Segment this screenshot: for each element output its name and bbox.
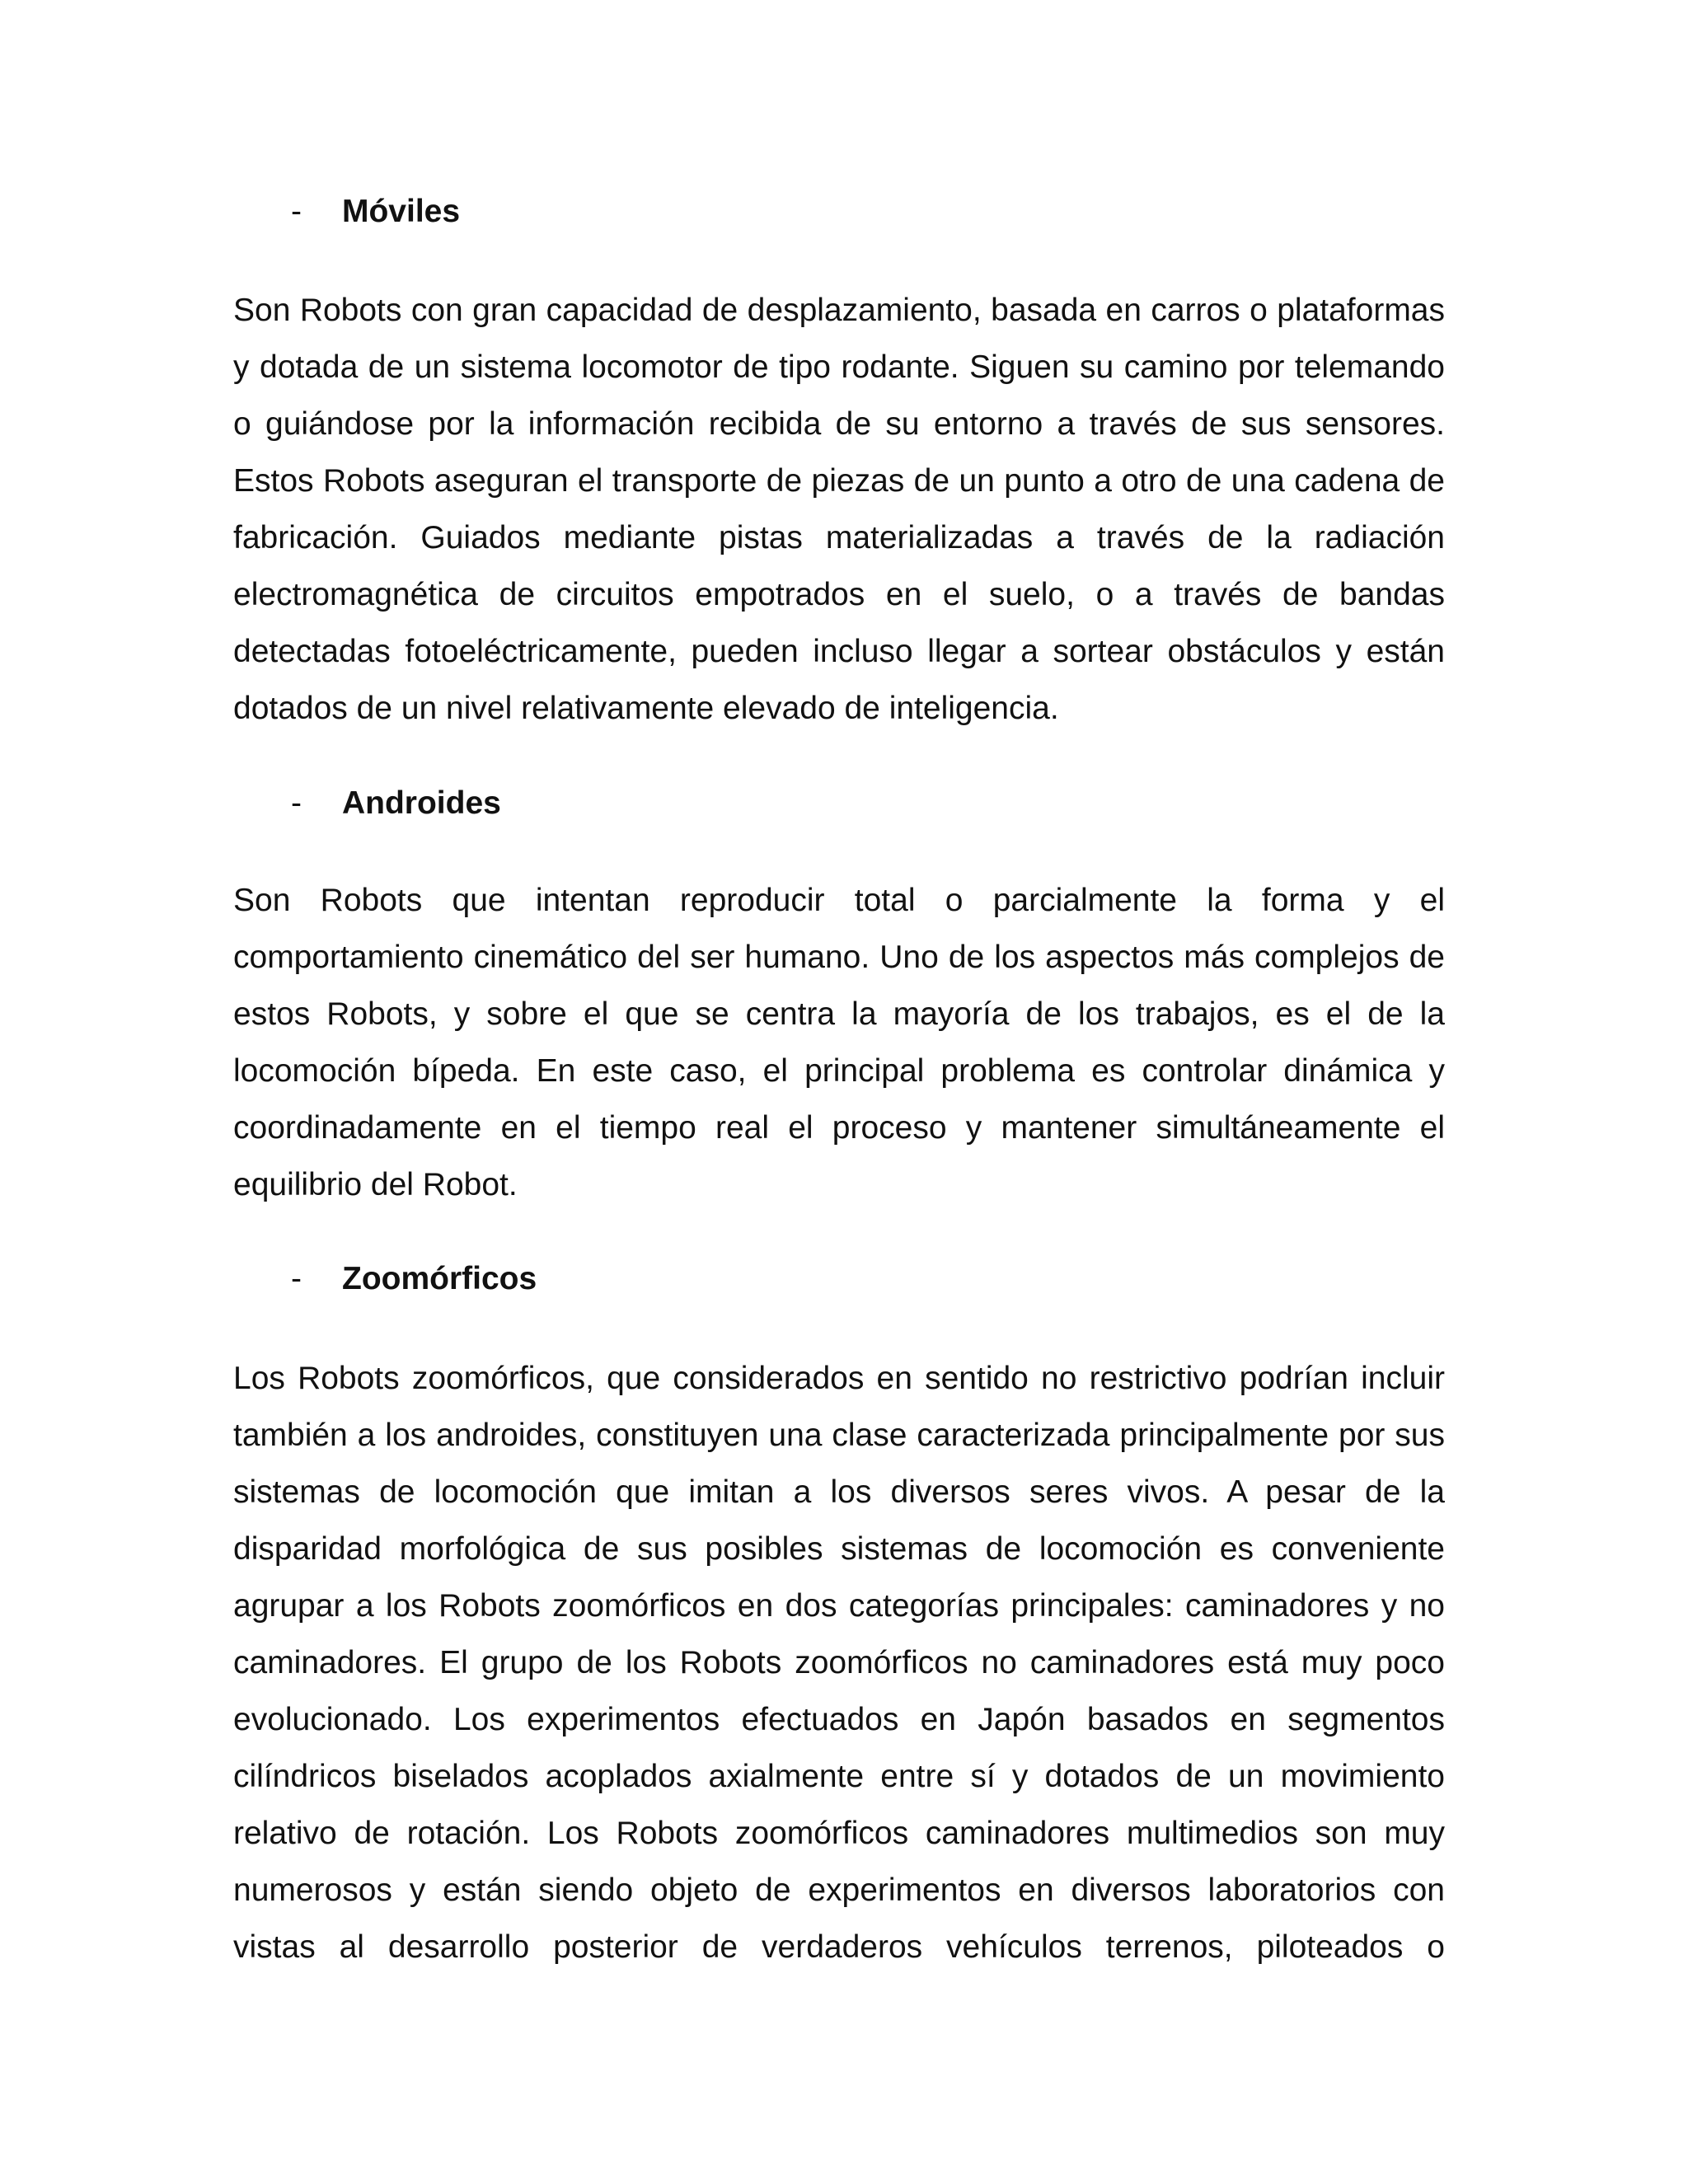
- section-heading-moviles: [291, 191, 460, 232]
- list-bullet: -: [291, 194, 302, 229]
- section-title: Androides: [342, 785, 501, 821]
- section-paragraph-zoomorficos: Los Robots zoomórficos, que considerados en sentido no restrictivo podrían incluir también a los androides, constituyen una clase caracterizada principalmente por sus sistemas de locomoción que imitan a los diversos seres vivos. A pesar de la disparidad morfológica de sus posibles sistemas de locomoción es conveniente agrupar a los Robots zoomórficos en dos categorías principales: caminadores y no caminadores. El grupo de los Robots zoomórficos no caminadores está muy poco evolucionado. Los experimentos efectuados en Japón basados en segmentos cilíndricos biselados acoplados axialmente entre sí y dotados de un movimiento relativo de rotación. Los Robots zoomórficos caminadores multimedios son muy numerosos y están siendo objeto de experimentos en diversos laboratorios con vistas al desarrollo posterior de verdaderos vehículos terrenos, piloteados o: [233, 1361, 1445, 1965]
- section-paragraph-moviles: Son Robots con gran capacidad de desplazamiento, basada en carros o plataformas y dotada de un sistema locomotor de tipo rodante. Siguen su camino por telemando o guiándose por la información recibida de su entorno a través de sus sensores. Estos Robots aseguran el transporte de piezas de un punto a otro de una cadena de fabricación. Guiados mediante pistas materializadas a través de la radiación electromagnética de circuitos empotrados en el suelo, o a través de bandas detectadas fotoeléctricamente, pueden incluso llegar a sortear obstáculos y están dotados de un nivel relativamente elevado de inteligencia.: [233, 293, 1445, 726]
- list-bullet: -: [291, 785, 302, 821]
- section-heading-androides: [291, 783, 501, 824]
- section-title: Zoomórficos: [342, 1261, 537, 1296]
- section-heading-zoomorficos: [291, 1258, 537, 1300]
- list-bullet: -: [291, 1261, 302, 1296]
- section-title: Móviles: [342, 194, 461, 229]
- section-paragraph-androides: Son Robots que intentan reproducir total o parcialmente la forma y el comportamiento cinemático del ser humano. Uno de los aspectos más complejos de estos Robots, y sobre el que se centra la mayoría de los trabajos, es el de la locomoción bípeda. En este caso, el principal problema es controlar dinámica y coordinadamente en el tiempo real el proceso y mantener simultáneamente el equilibrio del Robot.: [233, 883, 1445, 1202]
